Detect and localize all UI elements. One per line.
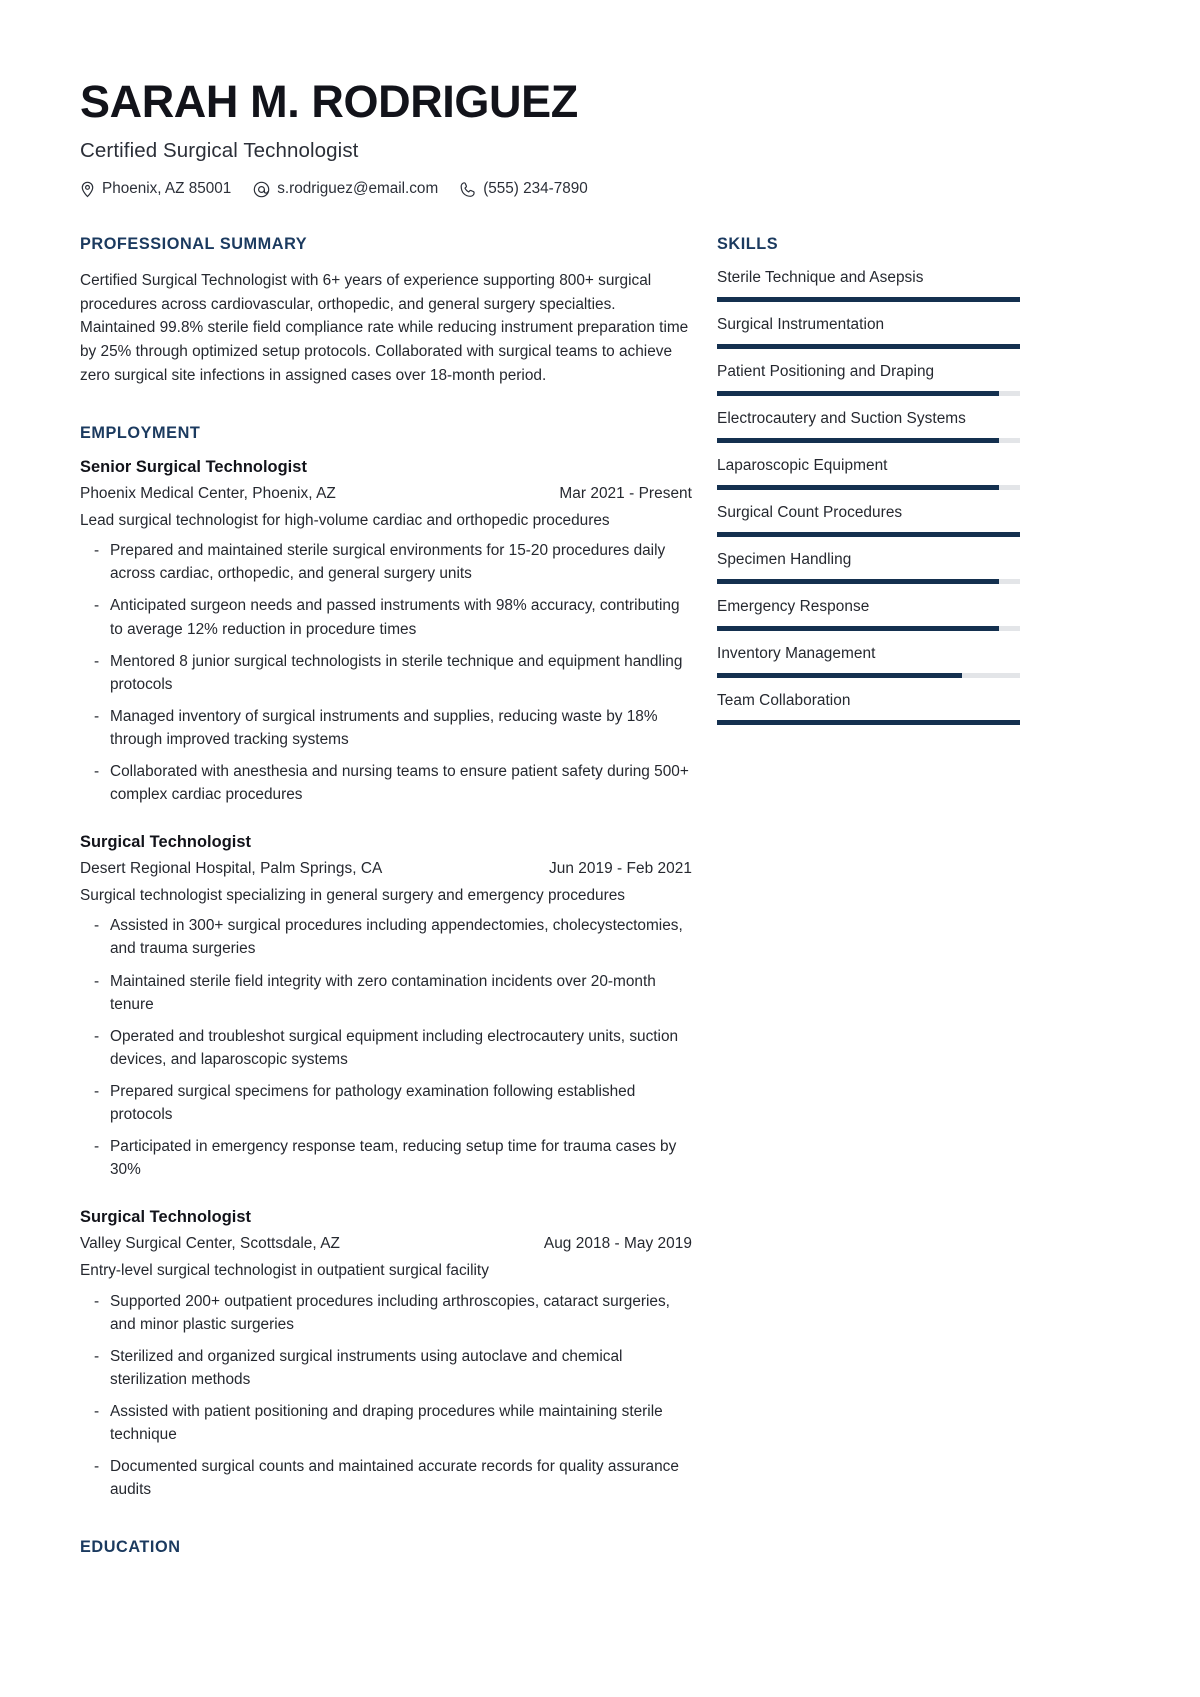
employment-heading: EMPLOYMENT	[80, 424, 201, 443]
job-dates: Aug 2018 - May 2019	[543, 1235, 692, 1253]
job-bullet: - Prepared surgical specimens for pathology examination following established protocols	[80, 1080, 692, 1126]
job-bullet: - Operated and troubleshot surgical equipment including electrocautery units, suction devices, and laparoscopic systems	[80, 1025, 692, 1071]
skill-level-fill	[717, 673, 962, 678]
skill-item	[717, 692, 1020, 725]
job-entry	[80, 458, 692, 806]
skill-level-fill	[717, 485, 999, 490]
skill-level-track	[717, 626, 1020, 631]
skill-level-fill	[717, 297, 1020, 302]
skill-item	[717, 410, 1020, 443]
contact-row	[80, 180, 1120, 198]
section-skills	[717, 235, 1020, 725]
skill-name: Emergency Response	[717, 598, 870, 616]
resume-header	[80, 78, 1120, 198]
skill-item	[717, 551, 1020, 584]
location-pin-icon	[80, 181, 95, 198]
skill-name: Surgical Instrumentation	[717, 316, 885, 334]
skill-item	[717, 316, 1020, 349]
skill-name: Inventory Management	[717, 645, 876, 663]
job-meta	[80, 860, 692, 878]
job-bullets	[80, 1290, 692, 1502]
candidate-headline: Certified Surgical Technologist	[80, 139, 359, 163]
skill-name: Surgical Count Procedures	[717, 504, 903, 522]
section-professional-summary	[80, 235, 692, 387]
skill-item	[717, 504, 1020, 537]
job-bullet: - Anticipated surgeon needs and passed instruments with 98% accuracy, contributing to average 12% reduction in procedure times	[80, 594, 692, 640]
skill-name: Specimen Handling	[717, 551, 852, 569]
job-dates: Jun 2019 - Feb 2021	[549, 860, 692, 878]
job-bullets	[80, 914, 692, 1181]
job-title: Senior Surgical Technologist	[80, 458, 307, 477]
skill-level-fill	[717, 344, 1020, 349]
summary-text: Certified Surgical Technologist with 6+ years of experience supporting 800+ surgical procedures across cardiovascular, orthopedic, and general surgery specialties. Maintained 99.8% sterile field compliance rate while reducing instrument preparation time by 25% through optimized setup protocols. Collaborated with surgical teams to achieve zero surgical site infections in assigned cases over 18-month period.	[80, 272, 689, 384]
job-bullet: - Sterilized and organized surgical instruments using autoclave and chemical sterilization methods	[80, 1345, 692, 1391]
skill-item	[717, 645, 1020, 678]
skill-item	[717, 598, 1020, 631]
skill-level-track	[717, 720, 1020, 725]
phone-icon	[460, 181, 476, 198]
job-entry	[80, 833, 692, 1181]
contact-location-text: Phoenix, AZ 85001	[102, 180, 232, 198]
section-education	[80, 1538, 692, 1557]
skill-level-fill	[717, 720, 1020, 725]
skill-level-track	[717, 297, 1020, 302]
skill-level-fill	[717, 391, 999, 396]
skill-level-track	[717, 673, 1020, 678]
job-bullet: - Documented surgical counts and maintained accurate records for quality assurance audits	[80, 1455, 692, 1501]
job-bullet: - Collaborated with anesthesia and nursing teams to ensure patient safety during 500+ complex cardiac procedures	[80, 760, 692, 806]
skill-name: Electrocautery and Suction Systems	[717, 410, 966, 428]
skill-level-track	[717, 579, 1020, 584]
contact-location	[80, 180, 231, 198]
section-employment	[80, 424, 692, 1501]
skill-level-track	[717, 532, 1020, 537]
job-bullets	[80, 539, 692, 806]
job-title: Surgical Technologist	[80, 1208, 252, 1227]
job-bullet: - Participated in emergency response team, reducing setup time for trauma cases by 30%	[80, 1135, 692, 1181]
contact-phone	[460, 180, 588, 198]
skill-name: Patient Positioning and Draping	[717, 363, 935, 381]
contact-email-text: s.rodriguez@email.com	[277, 180, 439, 198]
job-bullet: - Managed inventory of surgical instruments and supplies, reducing waste by 18% through improved tracking systems	[80, 705, 692, 751]
contact-email	[253, 180, 438, 198]
job-meta	[80, 1235, 692, 1253]
skill-level-track	[717, 391, 1020, 396]
job-title: Surgical Technologist	[80, 833, 252, 852]
email-at-icon	[253, 181, 270, 198]
job-bullet: - Assisted with patient positioning and draping procedures while maintaining sterile technique	[80, 1400, 692, 1446]
education-heading: EDUCATION	[80, 1538, 181, 1557]
skill-level-fill	[717, 579, 999, 584]
job-meta	[80, 485, 692, 503]
skills-heading: SKILLS	[717, 235, 779, 254]
skill-level-fill	[717, 438, 999, 443]
job-bullet: - Prepared and maintained sterile surgical environments for 15-20 procedures daily across cardiac, orthopedic, and general surgery units	[80, 539, 692, 585]
skill-name: Sterile Technique and Asepsis	[717, 269, 924, 287]
job-bullet: - Supported 200+ outpatient procedures including arthroscopies, cataract surgeries, and minor plastic surgeries	[80, 1290, 692, 1336]
job-company: Desert Regional Hospital, Palm Springs, CA	[80, 860, 383, 878]
job-company: Valley Surgical Center, Scottsdale, AZ	[80, 1235, 340, 1253]
skill-level-track	[717, 438, 1020, 443]
side-column	[717, 235, 1020, 762]
skill-level-fill	[717, 626, 999, 631]
skill-level-track	[717, 485, 1020, 490]
job-bullet: - Assisted in 300+ surgical procedures including appendectomies, cholecystectomies, and trauma surgeries	[80, 914, 692, 960]
job-description: Lead surgical technologist for high-volume cardiac and orthopedic procedures	[80, 512, 610, 530]
skill-item	[717, 457, 1020, 490]
candidate-name: SARAH M. RODRIGUEZ	[80, 76, 578, 127]
contact-phone-text: (555) 234-7890	[483, 180, 588, 198]
job-company: Phoenix Medical Center, Phoenix, AZ	[80, 485, 336, 503]
skill-name: Team Collaboration	[717, 692, 851, 710]
skill-level-track	[717, 344, 1020, 349]
summary-heading: PROFESSIONAL SUMMARY	[80, 235, 308, 254]
skill-item	[717, 363, 1020, 396]
main-column	[80, 235, 692, 1572]
job-entry	[80, 1208, 692, 1501]
job-bullet: - Mentored 8 junior surgical technologists in sterile technique and equipment handling protocols	[80, 650, 692, 696]
job-description: Entry-level surgical technologist in outpatient surgical facility	[80, 1262, 489, 1280]
skill-name: Laparoscopic Equipment	[717, 457, 888, 475]
job-dates: Mar 2021 - Present	[559, 485, 692, 503]
skill-level-fill	[717, 532, 1020, 537]
skills-list	[717, 269, 1020, 725]
resume-body	[80, 235, 1120, 1572]
job-bullet: - Maintained sterile field integrity with zero contamination incidents over 20-month tenure	[80, 970, 692, 1016]
job-description: Surgical technologist specializing in general surgery and emergency procedures	[80, 887, 625, 905]
skill-item	[717, 269, 1020, 302]
